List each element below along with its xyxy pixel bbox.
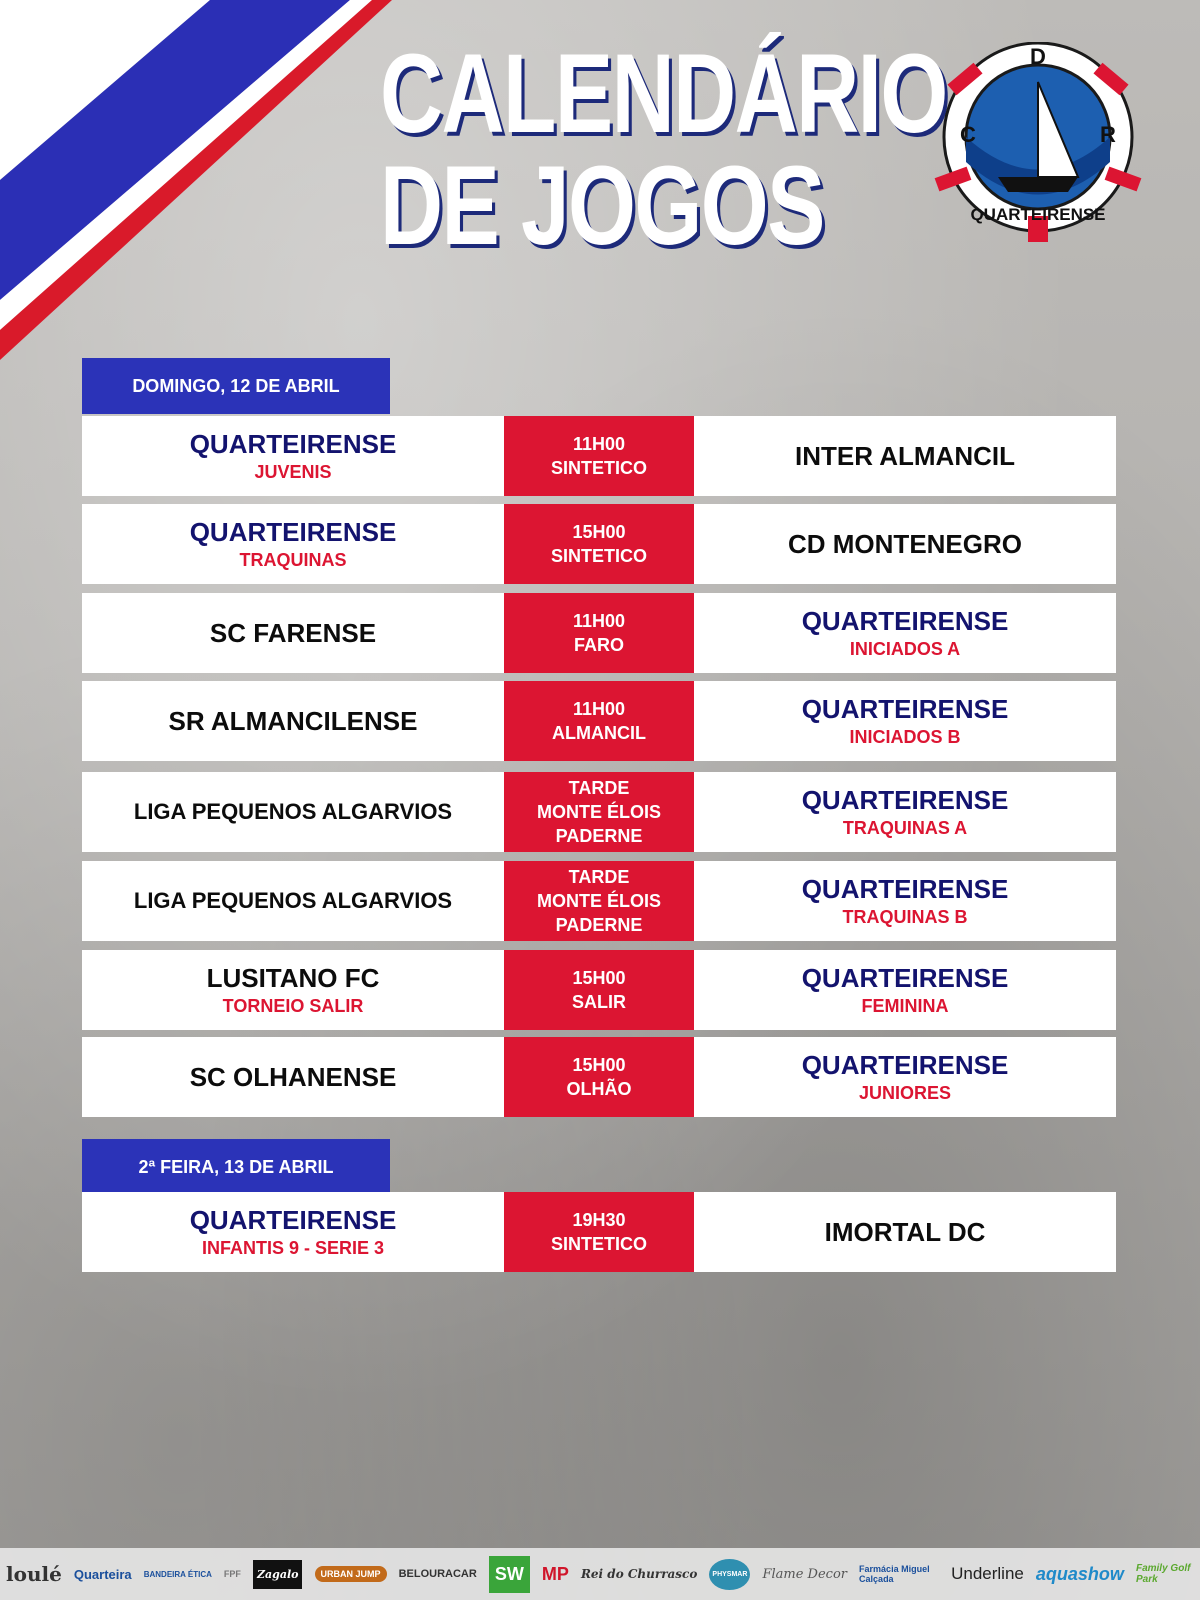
day-label: DOMINGO, 12 DE ABRIL [82, 358, 390, 414]
sponsor-logo: MP [541, 1563, 569, 1584]
away-category: INICIADOS A [849, 639, 961, 659]
home-team: LUSITANO FC [206, 963, 380, 993]
match-time: 19H30 [572, 1210, 626, 1230]
match-time: TARDE [568, 867, 630, 887]
home-team: QUARTEIRENSE [189, 517, 397, 547]
sponsors-bar [0, 1548, 1200, 1600]
match-venue: ALMANCIL [552, 723, 646, 743]
match-time: 15H00 [572, 968, 626, 988]
match-row [82, 504, 1116, 584]
sponsor-logo: loulé [6, 1562, 62, 1586]
match-venue: FARO [573, 635, 624, 655]
away-category: TRAQUINAS B [842, 907, 968, 927]
match-row [82, 1192, 1116, 1272]
away-team: QUARTEIRENSE [801, 874, 1009, 904]
match-venue: OLHÃO [566, 1079, 632, 1099]
sponsor-logo: SW [489, 1556, 530, 1593]
sponsor-logo: Underline [951, 1564, 1024, 1583]
page-title [380, 31, 947, 268]
away-team: QUARTEIRENSE [801, 1050, 1009, 1080]
match-row [82, 950, 1116, 1030]
away-team: INTER ALMANCIL [794, 440, 1015, 471]
home-team: QUARTEIRENSE [189, 429, 397, 459]
away-team: IMORTAL DC [824, 1216, 986, 1247]
away-category: JUNIORES [858, 1083, 952, 1103]
match-venue: SINTETICO [550, 546, 647, 566]
home-category: JUVENIS [254, 462, 332, 482]
crest-letter-r: R [1100, 122, 1116, 147]
sponsor-logo: URBAN JUMP [315, 1566, 387, 1582]
home-team: SR ALMANCILENSE [168, 705, 418, 736]
club-crest-logo [928, 42, 1148, 242]
sponsor-logo: Flame Decor [762, 1566, 847, 1582]
home-team: LIGA PEQUENOS ALGARVIOS [133, 799, 453, 824]
match-time: 11H00 [572, 699, 626, 719]
sponsor-logo: PHYSMAR [709, 1559, 750, 1590]
match-row [82, 1037, 1116, 1117]
crest-letter-c: C [960, 122, 976, 147]
away-team: QUARTEIRENSE [801, 606, 1009, 636]
title-line-2: DE JOGOS [380, 143, 824, 268]
home-team: QUARTEIRENSE [189, 1205, 397, 1235]
away-team: QUARTEIRENSE [801, 694, 1009, 724]
match-row [82, 593, 1116, 673]
away-team: QUARTEIRENSE [801, 963, 1009, 993]
day-label: 2ª FEIRA, 13 DE ABRIL [82, 1139, 390, 1195]
match-venue: SINTETICO [550, 458, 647, 478]
home-category: TORNEIO SALIR [222, 996, 364, 1016]
away-category: FEMININA [861, 996, 949, 1016]
sponsor-logo: Zagalo [253, 1560, 303, 1589]
match-row [82, 681, 1116, 761]
home-category: INFANTIS 9 - SERIE 3 [201, 1238, 385, 1258]
sponsor-logo: Rei do Churrasco [580, 1567, 698, 1581]
match-venue-2: PADERNE [555, 826, 643, 846]
sponsor-logo: aquashow [1035, 1563, 1124, 1584]
match-time: 11H00 [572, 611, 626, 631]
match-venue: SALIR [572, 992, 626, 1012]
match-time: 11H00 [572, 434, 626, 454]
match-venue: SINTETICO [550, 1234, 647, 1254]
match-venue: MONTE ÉLOIS [536, 802, 661, 822]
sponsor-logo: FPF [223, 1569, 241, 1579]
away-category: INICIADOS B [849, 727, 961, 747]
home-team: LIGA PEQUENOS ALGARVIOS [133, 888, 453, 913]
sponsor-logo: BANDEIRA ÉTICA [143, 1569, 212, 1579]
match-time: 15H00 [572, 522, 626, 542]
crest-ring-text: QUARTEIRENSE [970, 205, 1106, 224]
home-team: SC FARENSE [209, 617, 377, 648]
match-time: 15H00 [572, 1055, 626, 1075]
sponsor-logo: Family Golf Park [1135, 1563, 1191, 1585]
sponsor-logo: Farmácia Miguel Calçada [859, 1564, 930, 1584]
sponsor-logo: BELOURACAR [398, 1568, 477, 1580]
title-line-1: CALENDÁRIO [380, 31, 947, 156]
match-row [82, 416, 1116, 496]
match-time: TARDE [568, 778, 630, 798]
away-category: TRAQUINAS A [842, 818, 968, 838]
away-team: QUARTEIRENSE [801, 785, 1009, 815]
match-venue: MONTE ÉLOIS [536, 891, 661, 911]
away-team: CD MONTENEGRO [788, 528, 1022, 559]
corner-stripes [0, 0, 420, 380]
home-team: SC OLHANENSE [189, 1061, 397, 1092]
sponsor-logo: Quarteira [73, 1566, 132, 1582]
crest-letter-d: D [1030, 44, 1046, 69]
home-category: TRAQUINAS [239, 550, 347, 570]
match-row [82, 861, 1116, 941]
match-row [82, 772, 1116, 852]
match-venue-2: PADERNE [555, 915, 643, 935]
